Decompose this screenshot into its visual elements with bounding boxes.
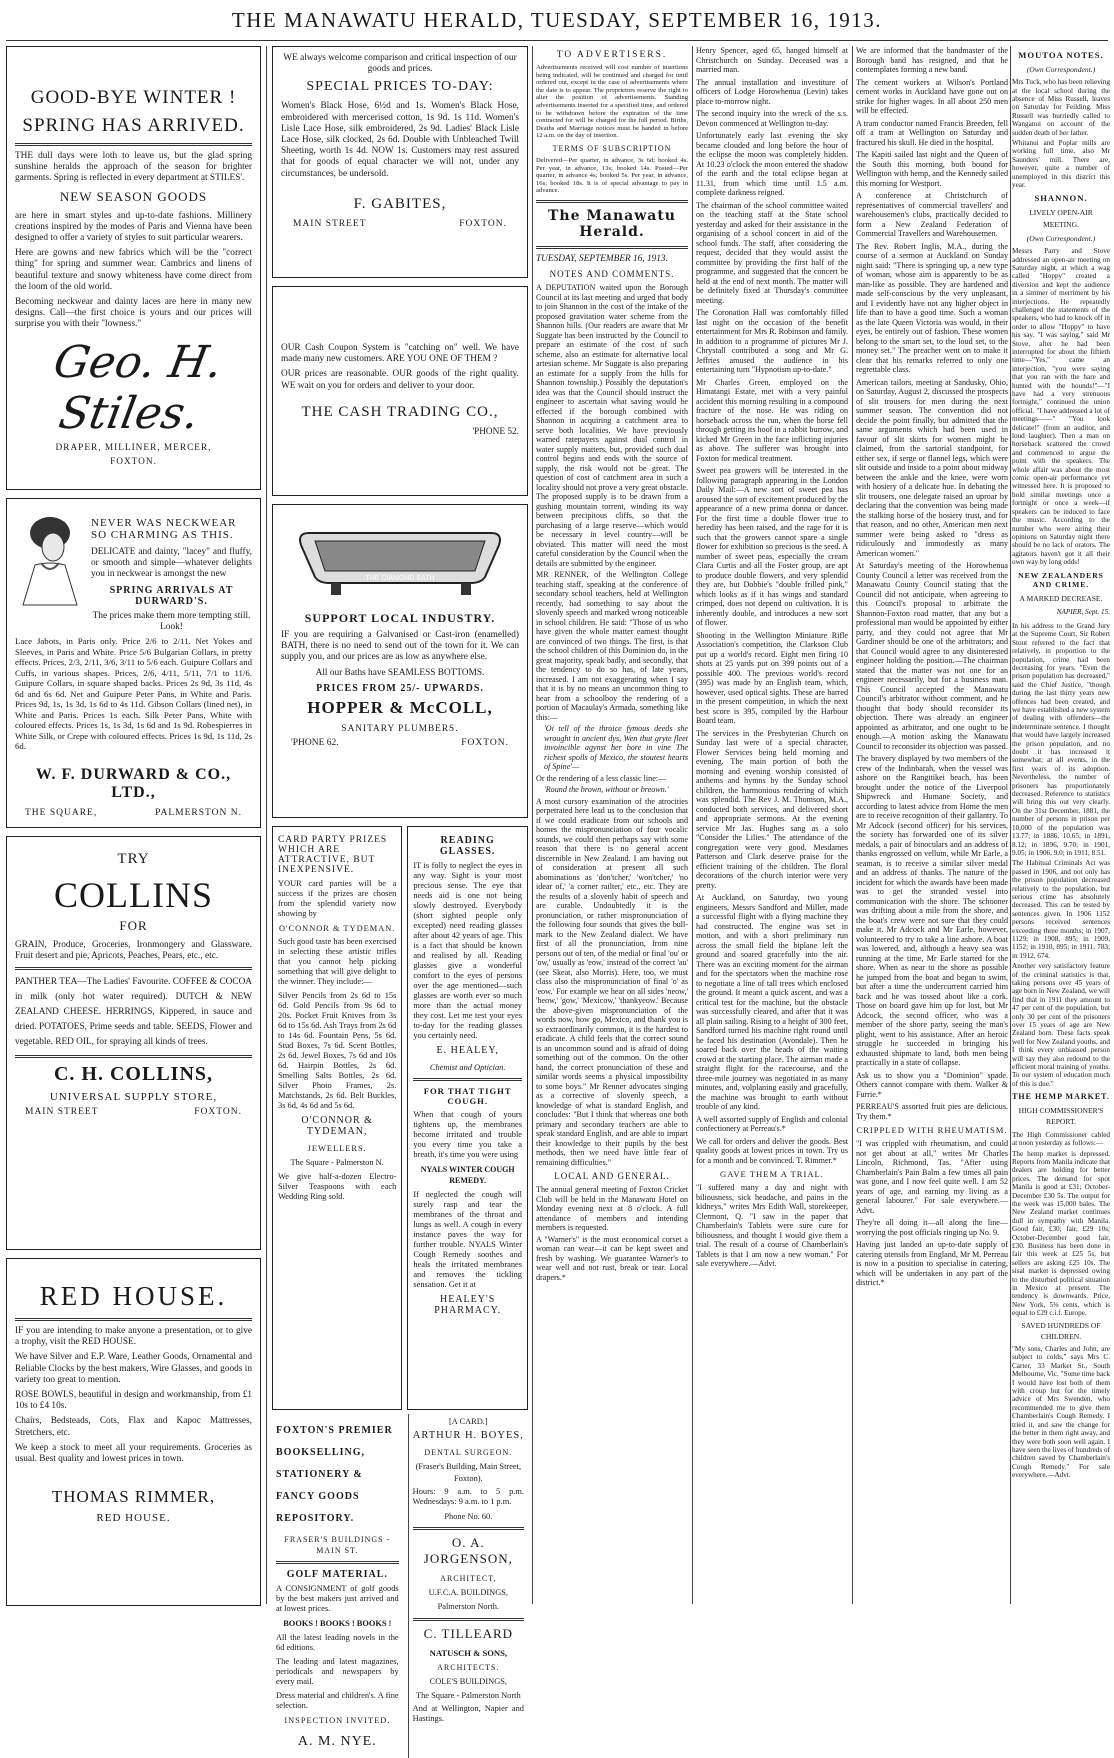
news-item: We are informed that the bandmaster of the Borough band has resigned, and that he contemplates forming a new band. [856,46,1008,74]
tydeman-heading: CARD PARTY PRIZES WHICH ARE ATTRACTIVE, BUT INEXPENSIVE. [278,835,388,875]
stiles-town: FOXTON. [110,456,157,467]
hopper-town: FOXTON. [461,738,509,749]
news-item: Having just landed an up-to-date supply of catering utensils from England, Mr M. Perreau is now in a position to specialise in catering, which will be undertaken in any part of the district.* [856,1240,1008,1287]
stiles-text-3: Here are gowns and new fabrics which will be the "correct thing" for spring and summer wear. Cambrics and linens of beautiful texture and snowy whiteness have come direct from the loom of the old world. [15,248,252,292]
red-house-text-5: We keep a stock to meet all your requirements. Groceries as usual. Best quality and lowest prices in town. [15,1442,252,1465]
hemp-text-2: The hemp market is depressed. Reports from Manila indicate that dealers are holding for better prices. The demand for spot Manila is good at £31; October-December £30 5s. The output for the week was 15,000 bales. The New Zealand market continues dull in sympathy with Manila. Good fair, £30; fair, £29 10s; October-December good fair, £30. Business has been done in fair this week at £25 5s, but sellers are asking £25 10s. The sisal market is depressed owing to the disturbed political situation in Mexico at present. The tendency is downwards. Price, New York, 5⅜ cents, which is equal to £29 c.i.f. Europe. [1012,1149,1110,1318]
stiles-text-2: are here in smart styles and up-to-date fashions. Millinery creations inspired by the modes of Paris and Vienna have been designed to offer a variety of styles to suit particular wearers. [15,210,252,244]
column-1 [6,46,261,1604]
jorgenson-ad [413,1535,524,1613]
paper-title: The Manawatu Herald. [548,207,676,240]
collins-store: UNIVERSAL SUPPLY STORE, [49,1091,218,1104]
moutoa-text-1: Mrs Tuck, who has been relieving at the local school during the absence of Miss Russell, leaves on Saturday for Feilding. Miss Russell was hurriedly called to Wanganui on account of the sudden death of her father. [1012,78,1110,137]
cash-text-1: OUR Cash Coupon System is "catching on" well. We have made many new customers. ARE YOU ONE OF THEM ? [281,343,519,365]
notes-heading: NOTES AND COMMENTS. [549,269,675,280]
hopper-mccoll-ad [272,504,528,818]
news-item: PERREAU'S assorted fruit pies are delicious. Try them.* [856,1102,1008,1121]
boyes-trade: DENTAL SURGEON. [424,1448,513,1458]
news-item: The annual installation and investiture of officers of Lodge Horowhenua (Levin) takes place to-morrow night. [696,77,848,106]
moutoa-text-2: Whitanui and Poplar mills are working full time, also Mr Saunders' mill. There are, however, quite a number of unemployed in this district this year. [1012,139,1110,190]
hemp-heading: THE HEMP MARKET. [1012,1092,1110,1102]
cash-phone: 'PHONE 52. [472,426,519,437]
news-item: The cement workers at Wilson's Portland cement works in Auckland have gone out on strike for higher wages. In all about 250 men will be effected. [856,77,1008,115]
local-text-1: The annual general meeting of Foxton Cricket Club will be held in the Manawatu Hotel on Monday evening next at 8 o'clock. A full attendance of members and intending members is requested. [536,1185,688,1233]
moutoa-heading: MOUTOA NOTES. [1018,50,1104,60]
local-heading: LOCAL AND GENERAL. [554,1171,670,1182]
hopper-phone: 'PHONE 62. [291,738,339,749]
news-item: At Auckland, on Saturday, two young engineers, Messrs Sandford and Miller, made a successful flight with a flying machine they had constructed. The engine was set in motion, and with a short preliminary run across the small field the biplane left the ground and soared gracefully into the air. There was an exciting moment for the airman and for the spectators when the machine rose to negotiate a line of tall trees which enclosed the ground. It meant a quick ascent, and was a critical test for the machine, but the obstacle was successfully cleared, and after that it was all plain sailing. Rising to a height of 300 feet, Sandford turned his machine right round until he faced his destination (Avondale). Then he soared back over the heads of the waiting crowd at the starting place. The airman made a straight flight for the racecourse, and the three-mile journey was negotiated in as many minutes, and, volplaning easily and gracefully, the machine was brought to earth without trouble of any kind. [696,893,848,1111]
crime-text-1: In his address to the Grand Jury at the Supreme Court, Sir Robert Stout referred to the fact that relatively, in proportion to the population, crime had been decreasing for years. "Even the prison population has decreased," said the Chief Justice, "though during the last thirty years new offences had been created, and we have established a new system of dealing with offenders—the indeterminate sentence. I thought that would have largely increased the prison population, and no doubt it has increased it somewhat; at all events, in the first years of its adoption. Nevertheless, the number of prisoners has proportionately decreased. Reference to statistics will bring this out very clearly. On the 31st December, 1881, the number of persons in prison per 10,000 of the population was 13.77; in 1886, 10.65; in 1891, 8.12; in 1896, 9.70; in 1901, 9.05; in 1906, 9.0; in 1911, 8.51. [1012,621,1110,857]
tydeman-firm-2: O'CONNOR & TYDEMAN, [301,1115,373,1138]
advertisers-heading: TO ADVERTISERS. [556,50,668,60]
masthead [0,0,1114,44]
hopper-trade: SANITARY PLUMBERS. [341,723,459,734]
healey-pharmacy: HEALEY'S PHARMACY. [434,1293,502,1316]
news-item: "I suffered many a day and night with biliousness, sick headache, and pains in the kidneys," writes Mrs Edith Wall, storekeeper, Clermont, Q. "I saw in the paper that Chamberlain's Tablets were sure cure for biliousness, and thought I would give them a trial. The result of a course of Chamberlain's Tablets is that I am now a new woman." For sale everywhere.—Advt. [696,1183,848,1268]
red-house-proprietor: THOMAS RIMMER, [51,1487,216,1507]
decrease-heading: A MARKED DECREASE. [1019,593,1103,603]
nye-text-2: All the latest leading novels in the 6d editions. [276,1632,399,1652]
column-5 [856,46,1008,1604]
news-item: Shooting in the Wellington Miniature Rifle Association's competition, the Clarkson Club put up a world's record. Eight men firing 10 shots at 25 yards put on 399 points out of a possible 400. The previous world's record (395) was made by an English team, which, however, used optical sights. These are barred in the present competition, in which the next best score is 395, compiled by the Harbour Board team. [696,630,848,725]
boyes-address: (Fraser's Building, Main Street, Foxton). [415,1462,522,1483]
collins-name: COLLINS [54,875,213,915]
tydeman-trade: JEWELLERS. [307,1144,367,1154]
durward-address: THE SQUARE, [25,807,98,818]
news-item: The services in the Presbyterian Church on Sunday last were of a special character, Flower Services being held morning and evening. The main portion of both the morning and evening worship consisted of anthems and hymns by the Sunday school children, the harmonious rendering of which was splendid. The Rev J. M. Thomson, M.A., conducted both services, and delivered short and appropriate sermons. At the evening service Mr Jas. Hughes sang as a solo "Consider the Lilies." The attendance of the congregation were very good. Mesdames Patterson and Clark deserve praise for the efficient training of the children. The floral decorations of the church interior were very pretty. [696,728,848,890]
collins-street: MAIN STREET [25,1106,99,1117]
boyes-name: ARTHUR H. BOYES, [412,1430,524,1442]
gabites-text-2: Women's Black Hose, 6½d and 1s. Women's Black Hose, embroidered with mercerised cotton, 1s 9d. 1s 11d. Women's Lisle Lace Hose, silk embroidered, 2s 9d. Ladies' Black Lisle Lace Hose, silk clocked, 2s 6d. Double with Unbleached Twill Sheeting, worth 1s 4d. NOW 1s. Customers may rest assured that for goods of equal character we will not, under any circumstances, be undersold. [281,101,519,179]
healey-text-1: IT is folly to neglect the eyes in any way. Sight is your most precious sense. The eye that needs aid is one not being slowly destroyed. Everybody (short sighted people only excepted) need reading glasses after about 42 years of age. This is a fact that should be known and realised by all. Reading glasses give a wonderful comfort to the eyes of persons over the age mentioned—such glasses are worth ever so much more than the actual money they cost. Let me test your eyes to-day for the reading glasses you certainly need. [413,861,522,1040]
collins-town: FOXTON. [194,1106,242,1117]
notes-text-3: Or the rendering of a less classic line:— [536,773,667,783]
news-item: A well assorted supply of English and colonial confectionery at Perreau's.* [696,1114,848,1133]
column-rule [266,46,267,1604]
tydeman-text-2: Such good taste has been exercised in selecting these artistic trifles that you cannot help picking something that will give delight to the winner. They include:— [278,937,397,987]
news-item: The chairman of the school committee waited on the teaching staff at the State school yesterday and asked for their assistance in the organising of a school concert in aid of the school funds. The staff, after considering the request, decided that they would assist the committee by providing the first half of the programme, and suggested that the concert be held at the end of next month. The matter will be definitely fixed at Thursday's committee meeting. [696,200,848,305]
stiles-headline: GOOD-BYE WINTER ! [30,87,237,108]
column-rule [1010,46,1011,1604]
hopper-heading: SUPPORT LOCAL INDUSTRY. [304,611,496,625]
moutoa-byline: (Own Correspondent.) [1026,65,1096,74]
crippled-heading: CRIPPLED WITH RHEUMATISM. [856,1125,1008,1135]
hemp-text-1: The High Commissioner cabled at noon yesterday as follows:— [1012,1130,1110,1148]
news-item: The Rev. Robert Inglis, M.A., during the course of a sermon at Auckland on Sunday night said: "There is springing up, a new type of woman, whose aim is apparently to be as man-like as possible. They are hardened and made self-conscious by the very unpleasant, and I evidently have not any higher object in life than to have a good time. Such a woman as the late Queen Victoria was would, in their eyes, be entirely out of fashion. These women belong to the smart set, to the loud set, to the money set." The preacher went on to make it clear that his remarks referred to only one regrettable class. [856,241,1008,374]
tilleard-also: And at Wellington, Napier and Hastings. [412,1704,524,1724]
durward-text-1: DELICATE and dainty, "lacey" and fluffy, or smooth and simple—whatever delights you in neckwear is amongst the new [91,547,252,580]
hc-report-heading: HIGH COMMISSIONER'S REPORT. [1018,1106,1104,1127]
news-item: We call for orders and deliver the goods. Best quality goods at lowest prices in town. Try us for a month and be convinced. T. Rimmer.* [696,1136,848,1165]
advertisers-notice: Advertisements received will cost number of insertions being indicated, will be continued and charged for until ordered out, except in the case of advertisements where the date is to appear. The proprietors reserve the right to alter the position of advertisements. Standing advertisements inserted for a specified time, and ordered to be withdrawn before the expiration of the time contracted for will be charged for the full period. Births, Deaths and Marriage notices must be handed in before 12 a.m. on the day of insertion. [536,64,688,140]
cash-trading-ad [272,286,528,496]
tydeman-text-1: YOUR card parties will be a success if the prizes are chosen from the splendid variety now showing by [278,879,397,918]
tydeman-text-4: We give half-a-dozen Electro-Silver Teaspoons with each Wedding Ring sold. [278,1171,397,1201]
news-item: A tram conductor named Francis Breeden, fell off a tram at Wellington on Saturday and fractured his skull. He died in the hospital. [856,118,1008,147]
healey-name: E. HEALEY, [436,1045,499,1056]
news-item: Unfortunately early last evening the sky became clouded and long before the hour of the eclipse the moon was completely hidden. At 10.23 o'clock the moon entered the shadow of the earth and the total eclipse began at 11.31, from which time until 1.5 a.m. complete darkness reigned. [696,131,848,197]
collins-ad [6,836,261,1250]
hopper-firm: HOPPER & McCOLL, [307,697,493,717]
subscription-terms: Delivered—Per quarter, in advance, 3s 6d; booked 4s. Per year, in advance, 13s; booked 14s. Posted—Per quarter, in advance 4s; booked 5s. Per year, in advance, 16s; booked 18s. It is of special advantage to pay in advance. [536,156,688,195]
column-4 [696,46,848,1604]
tilleard-firm: NATUSCH & SONS, [429,1647,508,1658]
news-item: American tailors, meeting at Sandusky, Ohio, on Saturday, August 2, discussed the prospects of slit trousers for men during the next summer season. The convention did not decide the point finally, but admitted that the same arguments which had been used in favour of slit skirts for women might be claimed, from the sartorial standpoint, for either sex, if serge or flannel legs, which were slit outside and inside to a point about midway between the ankle and the knee, were worn with hosiery of a delicate hue. In debating the slit trousers, one delegate raised an uproar by declaring that the convention was being made the stalking horse of the hosiery trust, and for that reason, and no other, American men next summer were being asked to "dress as ridiculously and immodestly as many American women." [856,377,1008,558]
boyes-hours: Hours: 9 a.m. to 5 p.m. Wednesdays: 9 a.m. to 1 p.m. [412,1486,524,1506]
red-house-headline: RED HOUSE. [39,1281,228,1311]
healey-heading: READING GLASSES. [439,835,496,857]
stiles-text-4: Becoming neckwear and dainty laces are here in many new designs. Call—the first choice is yours and our prices will surprise you with their "lowness." [15,297,252,330]
gabites-heading: SPECIAL PRICES TO-DAY: [306,79,494,95]
tilleard-ad [413,1626,524,1725]
tydeman-text-3: Silver Pencils from 2s 6d to 15s 6d. Gold Pencils from 9s 6d to 20s. Pocket Fruit Knives from 3s 6d to 15s 6d. Ash Trays from 2s 6d to 14s 6d. Fountain Pens, 5s 6d. Stud Boxes, 7s 6d. Scent Bottles, 2s 6d. Jewel Boxes, 7s 6d and 10s 6d. Hairpin Bottles, 2s 6d. Smelling Salts Bottles, 2s 6d. Silver Photo Frames, 2s. Matchstands, 2s 6d. Belt Buckles, 3s 6d, 4s 6d and 5s 6d. [278,991,397,1111]
collins-product-list: PANTHER TEA—The Ladies' Favourite. COFFEE & COCOA in milk (only hot water required). DUTCH & NEW ZEALAND CHEESE. HERRINGS, Kippered, in sauce and dried. POTATOES, Prime seeds and table. SEEDS, Flower and vegetable. RED OIL, for spraying all kinds of trees. [15,977,252,1048]
cash-text-2: OUR prices are reasonable. OUR goods of the right quality. WE wait on you for orders and deliver to your door. [281,369,519,391]
bath-illustration [281,511,519,601]
hopper-text-1: IF you are requiring a Galvanised or Cast-iron (enamelled) BATH, there is no need to send out of the town for it. We can supply you, and our prices are as low as anywhere else. [281,630,519,663]
boyes-phone: Phone No. 60. [444,1511,493,1521]
tilleard-trade: ARCHITECTS. [437,1662,500,1672]
nye-text-3: The leading and latest magazines, periodicals and newspapers by every mail. [276,1656,399,1686]
column-6 [1012,46,1110,1604]
durward-subheading: SPRING ARRIVALS AT DURWARD'S. [109,584,234,607]
hopper-prices: PRICES FROM 25/- UPWARDS. [316,682,484,694]
collins-try: TRY [117,851,150,867]
red-house-text-1: IF you are intending to make anyone a presentation, or to give a trophy, visit the RED HOUSE. [15,1326,252,1348]
news-item: The second inquiry into the wreck of the s.s. Devon commenced at Wellington to-day. [696,109,848,128]
jorgenson-town: Palmerston North. [437,1602,500,1612]
gabites-street: MAIN STREET [293,218,367,229]
collins-firm: C. H. COLLINS, [53,1063,214,1086]
news-item: The Coronation Hall was comfortably filled last night on the occasion of the benefit entertainment for Mrs R. Robinson and family. In addition to a programme of pictures Mr J. Chrystall contributed a song and Mr G. Jeffries amused the audience in his entertaining turn "Hypnotism up-to-date." [696,308,848,374]
durward-firm-name: W. F. DURWARD & CO., LTD., [35,765,232,801]
gabites-firm: F. GABITES, [353,195,447,212]
stiles-text-1: THE dull days were loth to leave us, but the glad spring sunshine heralds the approach of the season for brighter garments. Spring is reflected in every department at STILES'. [15,151,252,184]
column-rule [852,46,853,1604]
red-house-text-4: Chairs, Bedsteads, Cots, Flax and Kapoc Mattresses, Stretchers, etc. [15,1416,252,1438]
healey-remedy: NYALS WINTER COUGH REMEDY. [420,1165,515,1186]
nye-address: FRASER'S BUILDINGS - MAIN ST. [284,1535,391,1556]
healey-ad [407,826,528,1410]
red-house-ad [6,1258,261,1606]
stiles-season-heading: NEW SEASON GOODS [59,188,208,204]
collins-for: FOR [119,918,148,933]
tilleard-address: COLE'S BUILDINGS, [429,1677,507,1687]
hopper-text-2: All our Baths have SEAMLESS BOTTOMS. [315,667,485,678]
nye-invite: INSPECTION INVITED. [284,1715,391,1725]
crime-text-2: The Habitual Criminals Act was passed in 1906, and not only has the prison population decreased relatively to the population, but serious crime has absolutely decreased. This can be tested by sentences given. In 1906 1152 persons received sentences exceeding three months; in 1907, 1129; in 1908, 895; in 1909, 1152; in 1910, 895; in 1911, 783; in 1912, 674. [1012,859,1110,960]
notes-quote-2: 'Round the brown, without or breown.' [544,785,669,795]
stiles-ad [6,46,261,490]
tilleard-name: C. TILLEARD [423,1625,514,1641]
news-item: "I was crippled with rheumatism, and could not get about at all," writes Mr Charles Lincoln, Richmond, Tas. "After using Chamberlain's Pain Balm a few times all pain was gone, and I now feel quite well. I am 52 years of age, and earning my living as a general labourer." For sale everywhere.—Advt. [856,1139,1008,1215]
column-3 [536,46,688,1604]
healey-text-2: When that cough of yours tightens up, the membranes become irritated and trouble you every time you take a breath, it's time you were using [413,1110,522,1160]
lady-portrait-illustration [15,505,85,605]
durward-text-2: The prices make them more tempting still. Look! [92,610,251,632]
news-item: Sweet pea growers will be interested in the following paragraph appearing in the London Daily Mail:—A new sort of sweet pea has aroused the sort of excitement produced by the appearance of a new prima donna or dancer. For the first time a double flower true to heredity has been raised, and the rage for it is such that the growers cannot spare a single flower for exhibition so precious is the seed. A number of sweet peas, especially the cream Clara Curtis and all the Foster group, are apt to produce double flowers, and very splendid they are, but Dobbie's "double frilled pink," which looks as if it has wings and standard crimped, does not depend on cultivation. It is inherently double, and introduces a new sort of flower. [696,466,848,627]
saved-text: "My sons, Charles and John, are subject to colds," says Mrs C. Carter, 33 Market St., South Melbourne, Vic. "Some time back I would have lost both of them with croup but for the timely advice of Mrs Swenden, who recommended me to give them Chamberlain's Cough Remedy. I tried it, and saw the change for the better in them right away, and they were both soon well again. I have seen the lives of hundreds of children saved by Chamberlain's Cough Remedy." For sale everywhere.—Advt. [1012,1345,1110,1480]
napier-dateline: NAPIER, Sept. 15. [1056,607,1110,616]
jorgenson-trade: ARCHITECT, [440,1574,497,1584]
tydeman-ad [272,826,402,1410]
subscription-heading: TERMS OF SUBSCRIPTION [552,143,672,153]
tydeman-address: The Square - Palmerston N. [290,1158,384,1168]
collins-text-1: GRAIN, Produce, Groceries, Ironmongery and Glassware. Fruit desert and pie, Apricots, Peaches, Pears, etc., etc. [15,940,252,962]
nye-golf-heading: GOLF MATERIAL. [286,1569,388,1581]
editorial-dateline: TUESDAY, SEPTEMBER 16, 1913. [536,253,668,264]
red-house-sub: RED HOUSE. [96,1512,171,1525]
healey-text-3: If neglected the cough will surely rasp and tear the membranes of the throat and lungs as well. A cough in every instance paves the way for further trouble. NYALS Winter Cough Remedy soothes and heals the irritated membranes and removes the tickling sensation. Get it at [413,1189,522,1289]
column-2 [272,46,528,1749]
news-item: The Kapiti sailed last night and the Queen of the South this morning, both bound for Wellington with hemp, and the Kennedy sailed this morning for Westport. [856,150,1008,188]
column-rule [532,46,533,1604]
jorgenson-address: U.F.C.A. BUILDINGS, [428,1588,509,1598]
news-item: At Saturday's meeting of the Horowhenua County Council a letter was received from the Manawatu County Council stating that the Council did not anticipate, when agreeing to this Council's proposal to arbitrate the Shannon-Foxton road matter, that any but a professional man would be appointed by either party, and they could not agree that Mr Gardiner should be one of the arbitrators; and that Council would agree to any disinterested engineer holding the position.—The chairman stated that the matter was not one for an engineer necessarily, but for a business man. This Council accepted the Manawatu Council's arbitrator without comment, and he thought that body should reconsider its objection. There was already an engineer appointed as arbitrator, and one ought to be enough.—A motion asking the Manawatu Council to reconsider its objection was passed. [856,561,1008,751]
nz-crime-heading: NEW ZEALANDERS AND CRIME. [1018,570,1104,589]
nye-name: A. M. NYE. [297,1733,377,1749]
local-text-2: A "Warner's" is the most economical corset a woman can wear—it can be kept sweet and fresh by washing. We guarantee Warner's to wear well and not rust, break or tear. Local drapers.* [536,1234,688,1282]
jorgenson-name: O. A. JORGENSON, [423,1535,513,1567]
nye-ad [272,1414,403,1758]
shannon-heading: SHANNON. [1034,193,1088,204]
durward-headline: NEVER WAS NECKWEAR SO CHARMING AS THIS. [91,517,237,541]
news-item: They're all doing it—all along the line—worrying the post officials ringing up No. 9. [856,1218,1008,1237]
notes-text-1: A DEPUTATION waited upon the Borough Council at its last meeting and urged that body to join Shannon in the cost of the intake of the proposed gravitation water scheme from the Shannon hills. (Our readers are aware that Mr Suggate has been instructed by the Council to prepare an estimate of the cost of such scheme, also an estimate for alternative local artesian scheme. Mr Suggate is also preparing an estimate for a supply from the hills for Shannon township.) Possibly the deputation's idea was that the Council should instruct the engineer to ascertain what saving would be effected if the borough combined with Shannon in acquiring a catchment area to serve both localities. We have previously warned ratepayers against dual control in water supply matters, but, provided such dual control begins and ends with the source of supply, the risk would not be great. The question of cost of catchment area in such a locality should not prove a very great obstacle. The proposed supply is to be drawn from a gushing mountain torrent, winding its way between precipitous cliffs, so that the purchasing of a large reserve—which would be necessary in level country—will be obviated. This matter will need the most careful consideration by the Council when the details are submitted by the engineer. [536,283,688,568]
cash-firm: THE CASH TRADING CO., [301,403,499,420]
notes-quote-1: 'Oi tell of the throice fymous deeds she wrought in ancient dys, Wen thut gryte fleet invoincible agynst her bore in vine The richest spoils of Mexico, the stoutest hearts of Spine'— [544,724,688,772]
stiles-trade: DRAPER, MILLINER, MERCER, [55,442,212,453]
column-rule [692,46,693,1604]
bath-label: THE DIAMOND BATH [365,575,435,582]
gabites-town: FOXTON. [459,218,507,229]
boyes-card: [A CARD.] [449,1417,488,1426]
boyes-ad [413,1416,524,1522]
notes-text-4: A most cursory examination of the atrocities perpetrated here lead us to the conclusion that if we could eradicate from our schools and homes the mispronunciation of four vocalic sounds, we could then perhaps say with some reason that there is no general accent discernible in New Zealand. I am having out of consideration at present all such abominations as 'don'tcher,' 'won'tcher,' 'no idear of,' 'a corner railter,' etc., etc. They are the results of a slovenly habit of speech and are curable. Undoubtedly it is the pronunciation, or rather mispronunciation of the following four sounds that gives the bull-mark to the New Zealand dialect. We have first of all the pronunciation, from nine persons out of ten, of the medial or final 'ou' or 'ow,' usually as 'eow,' instead of the correct 'au' (see Skeat, also Morris). Here, too, we must class also the mispronunciation of final 'o' as 'eow.' For example we hear on all sides 'neow,' 'heow,' 'gow,' 'Mexicow,' 'thankyeow.' Because the above-given mispronunciation of the words now, how go, Mexico, and thank you is so extraordinarily common, it is the hardest to eradicate. A child feels that the correct sound is an uncommon sound and is afraid of doing something out of the common. On the other hand, the correct pronunciation of these and similar words seems a physical impossibility to some boys." Mr Renner advocates singing as a corrective of slovenly speech, a knowledge of what is standard English, and concludes: "But I think that whereas one both primary and secondary teachers are able to speak standard English, and are able to impart their knowledge to their pupils by the best methods, then we need have little fear of remaining difficulties." [536,796,688,1167]
gabites-text-1: WE always welcome comparison and critical inspection of our goods and prices. [283,53,517,75]
news-item: Ask us to show you a "Dominion" spade. Others cannot compare with them. Walker & Furrie.* [856,1070,1008,1099]
crime-text-3: Another very satisfactory feature of the criminal statistics is that, taking persons over 45 years of age born in New Zealand, we will find that in 1911 they amount to 47 per cent of the population, but only 30 per cent of the prisoners over 15 years of age are New Zealand born. These facts speak well for New Zealand youths, and I think every unbiassed person will say they also redound to the efficient moral training of youths. To our system of education much of this is due." [1012,962,1110,1088]
news-item: The bravery displayed by two members of the crew of the Indinbarah, when the vessel was ashore on the Rangitikei beach, has been brought under the notice of the Liverpool Shipwreck and Humane Society, and according to latest advice from Home the men are to receive recognition of their gallantry. To Mr Adcock (second officer) for his services, the society has forwarded one of its silver medals, a pair of binoculars and an address of thanks engrossed on vellum, while Mr Earle, a seaman, is to receive a similar silver medal and an address of thanks. The nature of the incident for which the awards have been made was to get the stranded vessel into communication with the shore. The schooner was drifting about a mile from the shore, and the boat's crew were not sure that they could make it. Mr Adcock and Mr Earle, however, volunteered to try to take a line ashore. A boat was lowered, and, although a heavy sea was running at the time, Mr Earle started for the shore. When as near to the shore as possible he jumped from the boat and began to swim, but after a time the undercurrent carried him back and he was tossed about like a cork. Those on board gave him up for lost, but Mr Adcock, the second officer, who was a member of the shore party, seeing the man's plight, went to his assistance. After an heroic struggle he succeeded in bringing his exhausted shipmate to land, both men being practically in a state of collapse. [856,754,1008,1067]
durward-price-list: Lace Jabots, in Paris only. Price 2/6 to 2/11. Net Yokes and Sleeves, in Paris and White. Price 5/6 Bulgarian Collars, in pretty effects. Prices, 2/3, 2/11, 3/6, 3/11 to 5/6 each. Guipure Collars and Cuffs, in various shapes. Prices, 2/6, 4/11, 5/11, 7/1 to 11/6. Guipure Collars, in square shaped backs. Prices 2s 9d, 3s 11d, 4s 6d and 6s 6d. Net and Guipure Peter Pans, in White and Paris. Prices 9d, 1s, 1s 3d, 1s 6d to 4s 11d. Gibson Collars (lined net), in White and Paris. Prices 1s each. Silk Peter Pans, White with coloured effects. Prices 1s, 1s 3d, 1s 6d and 1s 9d. Robespierres in White Silk, or Crepe with coloured effects. Prices 1s 9d, 1s 11d, 2s 6d. [15,636,252,752]
notes-text-2: MR RENNER, of the Wellington College teaching staff, speaking at the conference of secondary school teachers, held at Wellington recently, had something to say about the slovenly speech and marked wrong noticeable in school children. He said: "Those of us who have given the whole matter earnest thought are convinced of two things. The first, is that the school children of this Dominion do, in the great majority, speak badly, and secondly, that the tendency to do so has, of late years, increased. I am not exaggerating when I say that it is by no means an uncommon thing to hear from a schoolboy the rendering of a portion of Macaulay's Armada, something like this:— [536,570,688,722]
stiles-subheadline: SPRING HAS ARRIVED. [22,115,245,136]
durward-ad [6,498,261,828]
tilleard-square: The Square - Palmerston North [415,1691,521,1701]
lively-meeting-heading: LIVELY OPEN-AIR MEETING. [1029,208,1093,229]
healey-trade: Chemist and Optician. [429,1063,506,1072]
stiles-signature: Geo. H. Stiles. [49,336,227,439]
gabites-ad [272,46,528,278]
nye-text-1: A CONSIGNMENT of golf goods by the best makers just arrived and at lowest prices. [276,1584,399,1614]
news-item: A conference at Christchurch of representatives of commercial travellers' and warehousemen's clubs, practically decided to form a New Zealand Federation of Commercial Travellers and Warehousemen. [856,191,1008,238]
durward-town: PALMERSTON N. [155,807,242,818]
shannon-text: Messrs Parry and Stove addressed an open-air meeting on Saturday night, at which a wag called "Hoppy" created a diversion and kept the audience in a simmer of merriment by his interjections. He repeatedly challenged the statements of the speakers, who had to knock off in order to allow "Hoppy" to have his say. "I was saying," said Mr Stove, after he had been interrupted for about the fiftieth time—"Yes," came an interjection, "you were saying that you ran with the hare and hunted with the hounds!"—"I have had a very strenuous fortnight," continued the union official. "I have addressed a lot of meetings——" "You look delicate!" (from an auditor, and loud laughter). Then a man on horseback scattered the crowd and commenced to argue the point with the speakers. The whole affair was about the most comic open-air performance yet witnessed here. It is proposed to hold similar meetings once a fortnight or once a week—if speakers can be induced to face the music. According to the number who were airing their opinions on Saturday night there should be no lack of orators. The agitators haven't got it all their own way by long odds! [1012,247,1110,567]
tydeman-firm-1: O'CONNOR & TYDEMAN. [278,924,396,933]
nye-heading: FOXTON'S PREMIER BOOKSELLING, STATIONERY & FANCY GOODS REPOSITORY. [276,1425,393,1524]
shannon-byline: (Own Correspondent.) [1026,233,1096,243]
masthead-title: THE MANAWATU HERALD, TUESDAY, SEPTEMBER 16, 1913. [231,8,883,32]
news-item: Mr Charles Green, employed on the Himatangi Estate, met with a very painful accident this morning resulting in a compound fracture of the nose. He was riding on horseback across the run, when the horse fell through getting its hoof in a rabbit burrow, and kicked Mr Green in the face inflicting injuries as above. The sufferer was brought into Foxton for medical treatment. [696,377,848,463]
saved-heading: SAVED HUNDREDS OF CHILDREN. [1021,1320,1101,1341]
gave-trial-heading: GAVE THEM A TRIAL. [720,1169,824,1179]
nye-books: BOOKS ! BOOKS ! BOOKS ! [283,1619,392,1629]
nye-text-4: Dress material and children's. A fine selection. [276,1690,399,1710]
healey-cough-heading: FOR THAT TIGHT COUGH. [423,1086,512,1107]
news-item: Henry Spencer, aged 65, hanged himself at Christchurch on Sunday. Deceased was a married man. [696,46,848,74]
red-house-text-3: ROSE BOWLS, beautiful in design and workmanship, from £1 10s to £4 10s. [15,1390,252,1412]
red-house-text-2: We have Silver and E.P. Ware, Leather Goods, Ornamental and Reliable Clocks by the best makers, Wire Glasses, and goods in variety too great to mention. [15,1352,252,1385]
